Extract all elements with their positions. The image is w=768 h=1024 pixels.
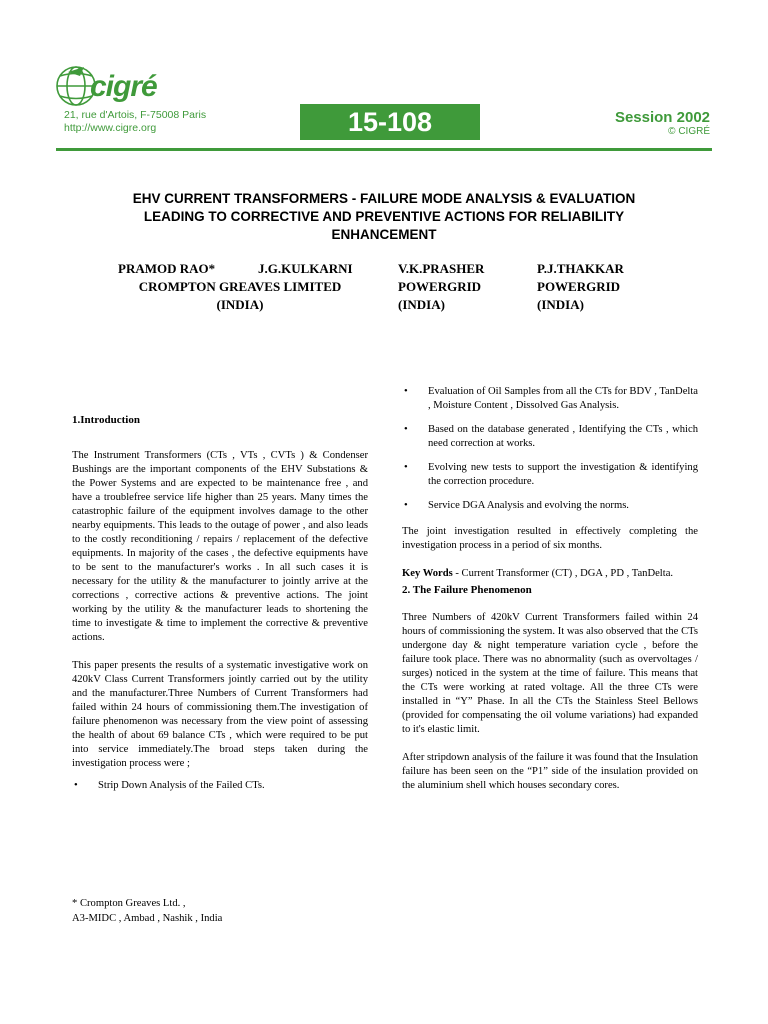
footnote-line: A3-MIDC , Ambad , Nashik , India <box>72 913 223 924</box>
affiliation-country: (INDIA) <box>216 297 264 312</box>
author-block-1 <box>118 260 215 278</box>
author-block-4 <box>537 260 624 314</box>
left-column <box>72 413 368 803</box>
section-heading-introduction: 1.Introduction <box>72 414 140 426</box>
right-column <box>402 385 698 807</box>
website-link[interactable]: http://www.cigre.org <box>64 122 157 134</box>
title-line: LEADING TO CORRECTIVE AND PREVENTIVE ACTIONS FOR RELIABILITY <box>143 209 625 224</box>
list-item <box>402 499 698 513</box>
list-item-text: Evaluation of Oil Samples from all the CTs for BDV , TanDelta , Moisture Content , Dissolved Gas Analysis. <box>428 386 698 411</box>
title-line: ENHANCEMENT <box>331 227 437 242</box>
list-item-text: Evolving new tests to support the investigation & identifying the correction procedure. <box>428 462 698 487</box>
bullet-icon: • <box>404 462 408 473</box>
intro-paragraph-2: This paper presents the results of a systematic investigative work on 420kV Class Current Transformers jointly carried out by the utility and the manufacturer.Three Numbers of Current Transformers had failed within 24 hours of commissioning them.The investigation of failure phenomenon was necessary from the view point of assessing the health of about 69 balance CTs , which were required to be put into service immediately.The broad steps taken during the investigation process were ; <box>72 660 368 769</box>
footnote <box>72 896 222 926</box>
affiliation-org: CROMPTON GREAVES LIMITED <box>138 279 342 294</box>
failure-paragraph-1: Three Numbers of 420kV Current Transformers failed within 24 hours of commissioning the system. It was also observed that the CTs undergone day & night temperature variation cycle , before the failure took place. There was no abnormality (such as overvoltages / surges) noticed in the system at the time of failure. This means that the CTs were working at rated voltage. All the three CTs were installed in “Y” Phase. In all the CTs the Stainless Steel Bellows (provided for compensating the oil volume variations) had expanded to it's elastic limit. <box>402 612 698 735</box>
title-line: EHV CURRENT TRANSFORMERS - FAILURE MODE ANALYSIS & EVALUATION <box>132 191 636 206</box>
footnote-line: * Crompton Greaves Ltd. , <box>72 898 186 909</box>
list-item <box>72 779 368 793</box>
session-block <box>615 109 710 138</box>
key-words-label: Key Words <box>402 568 453 579</box>
cigre-address <box>64 109 206 135</box>
paper-title <box>70 190 698 244</box>
list-item <box>402 385 698 413</box>
author-block-3 <box>398 260 484 314</box>
intro-paragraph-1: The Instrument Transformers (CTs , VTs , CVTs ) & Condenser Bushings are the important components of the EHV Substations & the Power Systems and are expected to be maintenance free , and have a troublefree service life higher than 25 years. Many times the catastrophic failure of the equipment involves damage to the other nearby equipments. This leads to the outage of power , and also leads to the costly reconditioning / repairs / replacement of the defective equipments. In majority of the cases , the defective equipments have to be sent to the manufacturer's works . In all such cases it is necessary for the utility & the manufacturer to jointly arrive at the corrections , corrective actions & preventive actions. The joint working by the utility & the manufacturer leads to shortening the time to investigate & time to implement the corrective & preventive actions. <box>72 450 368 643</box>
cigre-logo-text: cigré <box>90 70 157 103</box>
author-name: J.G.KULKARNI <box>258 261 353 276</box>
key-words <box>402 567 698 581</box>
bullet-icon: • <box>404 424 408 435</box>
affiliation-1 <box>118 278 362 314</box>
list-item-text: Strip Down Analysis of the Failed CTs. <box>98 780 265 791</box>
copyright: © CIGRÉ <box>668 126 710 137</box>
session-label: Session 2002 <box>614 109 710 126</box>
header-rule <box>56 148 712 151</box>
list-item-text: Based on the database generated , Identifying the CTs , which need correction at works. <box>428 424 698 449</box>
address-line: 21, rue d'Artois, F-75008 Paris <box>64 109 207 121</box>
paper-number: 15-108 <box>300 104 480 140</box>
list-item <box>402 423 698 451</box>
author-block-2 <box>258 260 353 278</box>
affiliation-country: (INDIA) <box>537 297 584 312</box>
section-heading-failure: 2. The Failure Phenomenon <box>402 584 532 596</box>
affiliation-country: (INDIA) <box>398 297 445 312</box>
list-item <box>402 461 698 489</box>
author-name: P.J.THAKKAR <box>537 261 624 276</box>
failure-paragraph-2: After stripdown analysis of the failure it was found that the Insulation failure has been seen on the “P1” side of the insulation provided on the aluminium shell which houses secondary cores. <box>402 752 698 791</box>
list-item-text: Service DGA Analysis and evolving the norms. <box>428 500 629 511</box>
author-name: PRAMOD RAO* <box>118 261 216 276</box>
author-name: V.K.PRASHER <box>398 261 485 276</box>
joint-investigation-paragraph: The joint investigation resulted in effectively completing the investigation process in a period of six months. <box>402 526 698 551</box>
bullet-icon: • <box>404 386 408 397</box>
affiliation-org: POWERGRID <box>537 279 621 294</box>
key-words-text: - Current Transformer (CT) , DGA , PD , TanDelta. <box>452 568 674 579</box>
affiliation-org: POWERGRID <box>398 279 482 294</box>
bullet-icon: • <box>74 780 78 791</box>
bullet-icon: • <box>404 500 408 511</box>
